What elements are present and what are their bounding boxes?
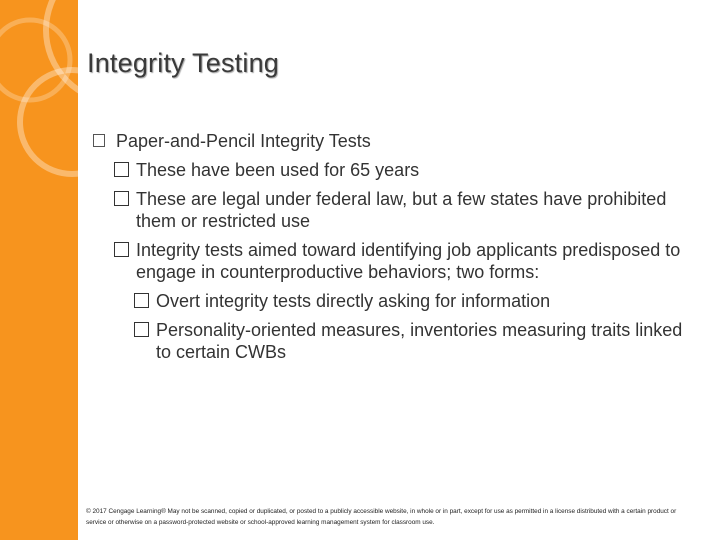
- slide-title: Integrity Testing: [87, 48, 280, 78]
- bullet-list: [90, 130, 700, 370]
- square-bullet-icon: [114, 191, 129, 206]
- square-bullet-icon: [93, 134, 105, 147]
- bullet-text: These are legal under federal law, but a few states have prohibited them or restricted use: [136, 189, 667, 231]
- bullet-item: [90, 290, 700, 312]
- bullet-text: Paper-and-Pencil Integrity Tests: [116, 131, 371, 151]
- bullet-item: [90, 159, 700, 181]
- square-bullet-icon: [134, 293, 149, 308]
- copyright-footer: © 2017 Cengage Learning® May not be scanned, copied or duplicated, or posted to a publicly accessible website, in whole or in part, except for use as permitted in a license distributed with a certain product or service or otherwise on a password-protected website or school-approved learning management system for classroom use.: [86, 508, 677, 526]
- bullet-item: [90, 188, 700, 232]
- bullet-text: Personality-oriented measures, inventories measuring traits linked to certain CWBs: [156, 320, 683, 362]
- bullet-text: Overt integrity tests directly asking for information: [156, 291, 551, 311]
- square-bullet-icon: [114, 162, 129, 177]
- bullet-item: [90, 319, 700, 363]
- square-bullet-icon: [114, 242, 129, 257]
- square-bullet-icon: [134, 322, 149, 337]
- bullet-text: Integrity tests aimed toward identifying job applicants predisposed to engage in counterproductive behaviors; two forms:: [136, 240, 681, 282]
- bullet-text: These have been used for 65 years: [136, 160, 420, 180]
- bullet-item: [90, 130, 700, 152]
- bullet-item: [90, 239, 700, 283]
